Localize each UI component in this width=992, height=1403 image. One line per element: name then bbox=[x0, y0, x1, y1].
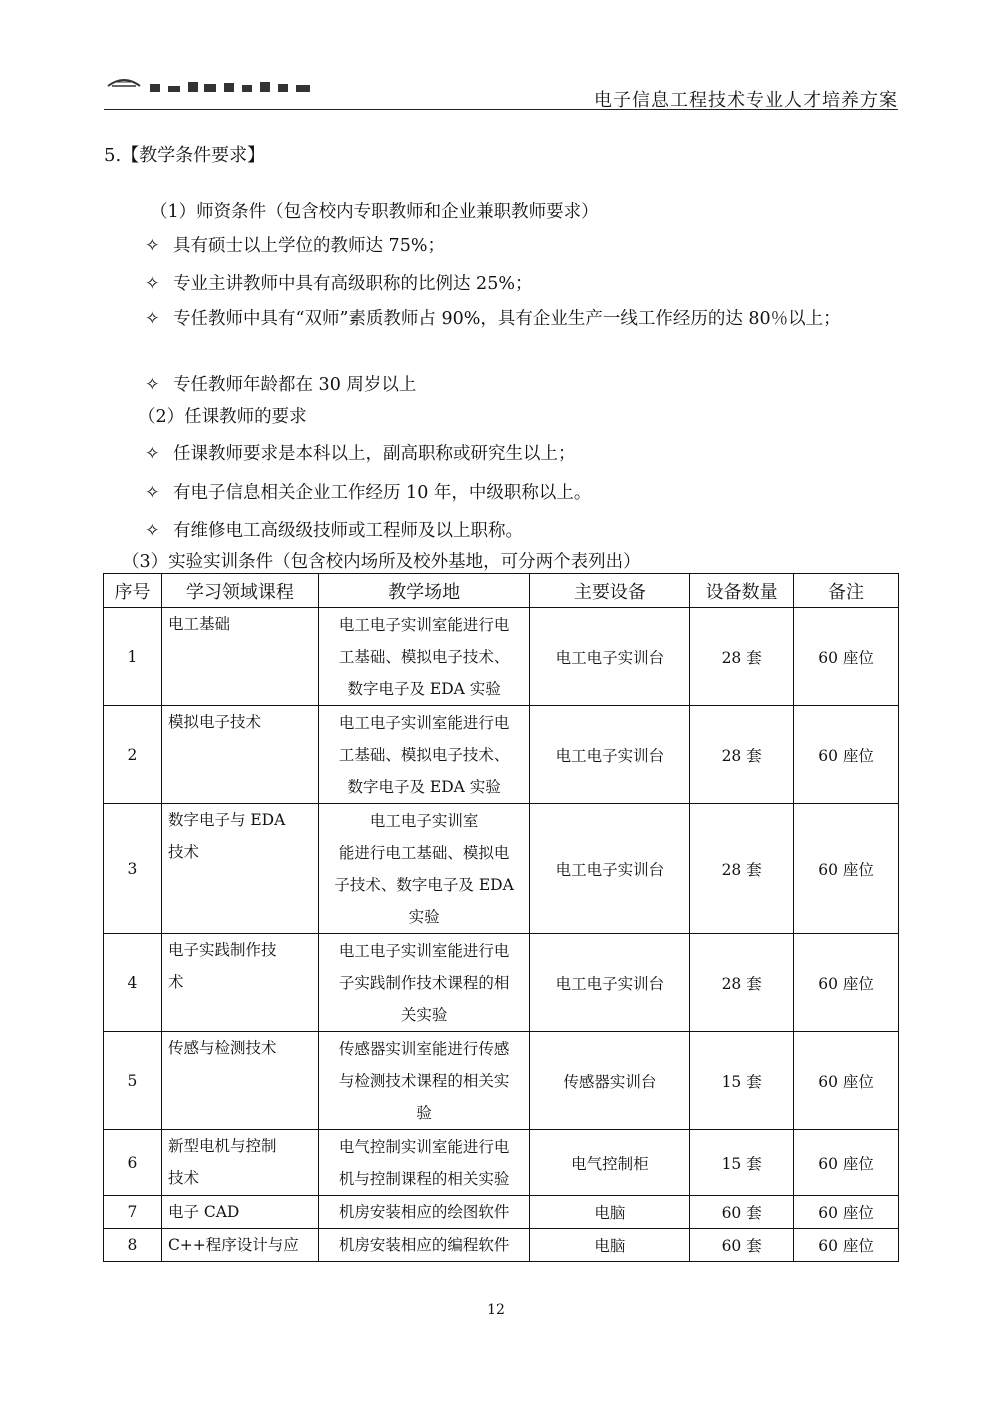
column-header: 备注 bbox=[794, 574, 899, 608]
cell-text-line: 电工电子实训室 bbox=[369, 811, 479, 830]
list-item: ✧ 有电子信息相关企业工作经历 10 年，中级职称以上。 bbox=[145, 483, 592, 503]
table-cell bbox=[161, 1032, 318, 1130]
cell-text-line: 电工基础 bbox=[167, 615, 230, 633]
table-cell: 8 bbox=[104, 1229, 162, 1262]
table-cell: 60 座位 bbox=[794, 1196, 899, 1229]
cell-text-line: 电子实践制作技 bbox=[167, 941, 277, 959]
table-cell bbox=[161, 608, 318, 706]
table-cell: 60 座位 bbox=[794, 706, 899, 804]
table-cell: 15 套 bbox=[690, 1032, 794, 1130]
lab-heading: （3）实验实训条件（包含校内场所及校外基地，可分两个表列出） bbox=[122, 552, 641, 572]
table-cell: 15 套 bbox=[690, 1130, 794, 1196]
cell-text-line: 子技术、数字电子及 EDA bbox=[334, 875, 514, 894]
table-cell bbox=[161, 706, 318, 804]
diamond-bullet-icon: ✧ bbox=[145, 444, 160, 464]
list-item: ✧ 具有硕士以上学位的教师达 75%； bbox=[145, 236, 445, 256]
table-row bbox=[104, 706, 899, 804]
cell-text-line: 数字电子及 EDA 实验 bbox=[347, 777, 501, 796]
cell-text-line: 实验 bbox=[408, 907, 440, 926]
table-cell: 1 bbox=[104, 608, 162, 706]
school-logo-icon bbox=[104, 72, 324, 94]
table-cell: 60 座位 bbox=[794, 608, 899, 706]
column-header: 教学场地 bbox=[318, 574, 530, 608]
table-cell: 28 套 bbox=[690, 706, 794, 804]
table-cell: 60 套 bbox=[690, 1229, 794, 1262]
page-number: 12 bbox=[487, 1302, 505, 1318]
diamond-bullet-icon: ✧ bbox=[145, 483, 160, 503]
lecturer-heading: （2）任课教师的要求 bbox=[138, 407, 307, 427]
table-cell bbox=[318, 608, 530, 706]
cell-text-line: 与检测技术课程的相关实 bbox=[338, 1071, 510, 1090]
table-cell: 2 bbox=[104, 706, 162, 804]
table-cell: 电工电子实训台 bbox=[530, 706, 690, 804]
cell-text-line: 工基础、模拟电子技术、 bbox=[338, 745, 510, 764]
table-cell: 电脑 bbox=[530, 1196, 690, 1229]
table-cell bbox=[318, 934, 530, 1032]
column-header: 主要设备 bbox=[530, 574, 690, 608]
column-header: 序号 bbox=[104, 574, 162, 608]
cell-text-line: 工基础、模拟电子技术、 bbox=[338, 647, 510, 666]
cell-text-line: 电工电子实训室能进行电 bbox=[338, 941, 510, 960]
table-cell bbox=[161, 1196, 318, 1229]
table-cell bbox=[318, 706, 530, 804]
column-header: 学习领域课程 bbox=[161, 574, 318, 608]
list-item: ✧ 专任教师中具有“双师”素质教师占 90%，具有企业生产一线工作经历的达 80％以上； bbox=[145, 302, 893, 336]
list-item: ✧ 专业主讲教师中具有高级职称的比例达 25%； bbox=[145, 274, 533, 294]
table-row bbox=[104, 1032, 899, 1130]
cell-text-line: 技术 bbox=[167, 1169, 199, 1187]
cell-text-line: 电工电子实训室能进行电 bbox=[338, 615, 510, 634]
table-cell bbox=[318, 1130, 530, 1196]
diamond-bullet-icon: ✧ bbox=[145, 375, 160, 395]
cell-text-line: 子实践制作技术课程的相 bbox=[338, 973, 510, 992]
table-cell: 5 bbox=[104, 1032, 162, 1130]
cell-text-line: 电工电子实训室能进行电 bbox=[338, 713, 510, 732]
table-cell bbox=[161, 804, 318, 934]
cell-text-line: 机房安装相应的绘图软件 bbox=[338, 1203, 510, 1221]
cell-text-line: 术 bbox=[167, 973, 184, 991]
table-cell: 60 座位 bbox=[794, 934, 899, 1032]
table-row bbox=[104, 608, 899, 706]
table-cell bbox=[318, 804, 530, 934]
table-cell: 60 套 bbox=[690, 1196, 794, 1229]
table-cell: 60 座位 bbox=[794, 1032, 899, 1130]
table-cell: 电工电子实训台 bbox=[530, 608, 690, 706]
table-cell: 28 套 bbox=[690, 934, 794, 1032]
cell-text-line: 模拟电子技术 bbox=[167, 713, 261, 731]
list-item: ✧ 专任教师年龄都在 30 周岁以上 bbox=[145, 375, 417, 395]
table-cell: 电工电子实训台 bbox=[530, 934, 690, 1032]
cell-text-line: 数字电子与 EDA bbox=[167, 811, 286, 829]
list-item: ✧ 任课教师要求是本科以上，副高职称或研究生以上； bbox=[145, 444, 576, 464]
table-cell: 3 bbox=[104, 804, 162, 934]
list-item: ✧ 有维修电工高级级技师或工程师及以上职称。 bbox=[145, 521, 523, 541]
cell-text-line: 验 bbox=[416, 1103, 432, 1122]
cell-text-line: 机房安装相应的编程软件 bbox=[338, 1236, 510, 1254]
diamond-bullet-icon: ✧ bbox=[145, 236, 160, 256]
table-cell bbox=[318, 1196, 530, 1229]
table-row bbox=[104, 1229, 899, 1262]
table-row bbox=[104, 934, 899, 1032]
header-divider bbox=[104, 109, 898, 110]
section-title: 5.【教学条件要求】 bbox=[104, 145, 266, 166]
diamond-bullet-icon: ✧ bbox=[145, 521, 160, 541]
table-cell: 60 座位 bbox=[794, 1130, 899, 1196]
table-row bbox=[104, 804, 899, 934]
table-cell bbox=[161, 934, 318, 1032]
table-cell bbox=[318, 1229, 530, 1262]
table-cell: 4 bbox=[104, 934, 162, 1032]
column-header: 设备数量 bbox=[690, 574, 794, 608]
table-row bbox=[104, 1130, 899, 1196]
table-cell bbox=[161, 1130, 318, 1196]
diamond-bullet-icon: ✧ bbox=[145, 274, 160, 294]
page-header bbox=[104, 60, 898, 110]
table-cell: 60 座位 bbox=[794, 1229, 899, 1262]
table-cell: 电工电子实训台 bbox=[530, 804, 690, 934]
table-cell: 60 座位 bbox=[794, 804, 899, 934]
lab-table bbox=[103, 573, 899, 1262]
table-cell: 28 套 bbox=[690, 608, 794, 706]
table-cell: 传感器实训台 bbox=[530, 1032, 690, 1130]
table-cell bbox=[161, 1229, 318, 1262]
cell-text-line: 新型电机与控制 bbox=[167, 1137, 277, 1155]
cell-text-line: 关实验 bbox=[400, 1005, 448, 1024]
diamond-bullet-icon: ✧ bbox=[145, 309, 160, 329]
cell-text-line: 数字电子及 EDA 实验 bbox=[347, 679, 501, 698]
table-cell: 7 bbox=[104, 1196, 162, 1229]
cell-text-line: 技术 bbox=[167, 843, 199, 861]
cell-text-line: 能进行电工基础、模拟电 bbox=[338, 843, 510, 862]
cell-text-line: C++程序设计与应 bbox=[167, 1236, 299, 1254]
table-header-row bbox=[104, 574, 899, 608]
table-cell bbox=[318, 1032, 530, 1130]
table-cell: 6 bbox=[104, 1130, 162, 1196]
document-title: 电子信息工程技术专业人才培养方案 bbox=[594, 90, 898, 111]
table-cell: 电脑 bbox=[530, 1229, 690, 1262]
cell-text-line: 传感器实训室能进行传感 bbox=[338, 1039, 510, 1058]
table-cell: 电气控制柜 bbox=[530, 1130, 690, 1196]
cell-text-line: 传感与检测技术 bbox=[167, 1039, 277, 1057]
cell-text-line: 电气控制实训室能进行电 bbox=[338, 1137, 510, 1156]
cell-text-line: 机与控制课程的相关实验 bbox=[338, 1169, 510, 1188]
cell-text-line: 电子 CAD bbox=[167, 1203, 240, 1221]
teacher-heading: （1）师资条件（包含校内专职教师和企业兼职教师要求） bbox=[150, 202, 599, 222]
table-row bbox=[104, 1196, 899, 1229]
table-cell: 28 套 bbox=[690, 804, 794, 934]
